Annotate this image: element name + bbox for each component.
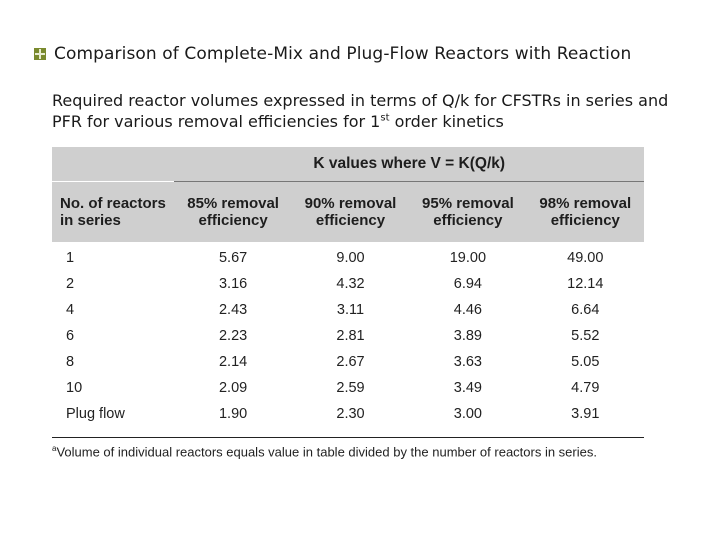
reactor-count-cell: 8 [66, 354, 75, 370]
slide-title-row [34, 44, 631, 64]
k-value-cell: 3.49 [453, 380, 482, 396]
k-header: K values where V = K(Q/k) [174, 147, 644, 182]
col-header-90: 90% removal efficiency [292, 182, 409, 243]
col-header-95: 95% removal efficiency [409, 182, 526, 243]
reactor-count-cell: 4 [66, 302, 75, 318]
footnote-text: Volume of individual reactors equals value in table divided by the number of reactors in series. [56, 444, 597, 460]
k-value-cell: 2.67 [336, 354, 365, 370]
table-row [52, 297, 644, 323]
k-value-cell: 49.00 [567, 250, 604, 266]
reactor-count-cell: 2 [66, 276, 75, 292]
k-value-cell: 2.81 [336, 328, 365, 344]
subtitle-superscript: st [380, 112, 390, 124]
header-spacer [52, 147, 174, 182]
col-header-reactors: No. of reactors in series [52, 182, 174, 243]
table-row [52, 401, 644, 427]
k-value-cell: 2.09 [218, 380, 248, 396]
k-value-cell: 3.91 [571, 406, 600, 422]
subtitle-text-end: order kinetics [389, 112, 504, 131]
footnote-divider [52, 437, 644, 438]
k-value-cell: 6.94 [453, 276, 482, 292]
table-footnote [52, 444, 644, 459]
k-values-table [52, 147, 644, 427]
k-value-cell: 3.11 [336, 302, 365, 318]
col-header-98: 98% removal efficiency [527, 182, 644, 243]
k-value-cell: 2.59 [336, 380, 365, 396]
table-row [52, 271, 644, 297]
k-values-table-container [52, 147, 644, 459]
table-row [52, 242, 644, 271]
table-row [52, 349, 644, 375]
reactor-count-cell: 6 [66, 328, 75, 344]
k-value-cell: 1.90 [218, 406, 248, 422]
table-row [52, 323, 644, 349]
table-row [52, 375, 644, 401]
bullet-icon [34, 48, 46, 60]
k-value-cell: 2.30 [336, 406, 365, 422]
col-header-85: 85% removal efficiency [174, 182, 291, 243]
k-value-cell: 3.00 [453, 406, 482, 422]
k-value-cell: 2.14 [218, 354, 248, 370]
reactor-count-cell: 10 [66, 380, 83, 396]
k-value-cell: 2.23 [218, 328, 248, 344]
table-body [52, 242, 644, 427]
k-value-cell: 3.16 [218, 276, 248, 292]
k-value-cell: 4.32 [336, 276, 365, 292]
reactor-count-cell: 1 [66, 250, 75, 266]
k-value-cell: 9.00 [336, 250, 365, 266]
k-value-cell: 5.05 [571, 354, 600, 370]
k-value-cell: 5.67 [218, 250, 248, 266]
k-value-cell: 5.52 [571, 328, 600, 344]
column-header-row [52, 182, 644, 243]
k-value-cell: 4.79 [571, 380, 600, 396]
k-value-cell: 2.43 [218, 302, 248, 318]
k-value-cell: 19.00 [449, 250, 487, 266]
slide-title: Comparison of Complete-Mix and Plug-Flow Reactors with Reaction [54, 44, 632, 64]
k-value-cell: 3.63 [453, 354, 482, 370]
k-value-cell: 4.46 [453, 302, 482, 318]
slide-subtitle [52, 90, 692, 132]
reactor-count-cell: Plug flow [66, 406, 125, 422]
footnote-marker: a [52, 444, 57, 453]
k-value-cell: 3.89 [453, 328, 482, 344]
k-value-cell: 12.14 [567, 276, 604, 292]
k-value-cell: 6.64 [571, 302, 600, 318]
subtitle-text: Required reactor volumes expressed in terms of Q/k for CFSTRs in series and PFR for various removal efficiencies for 1 [52, 91, 669, 131]
